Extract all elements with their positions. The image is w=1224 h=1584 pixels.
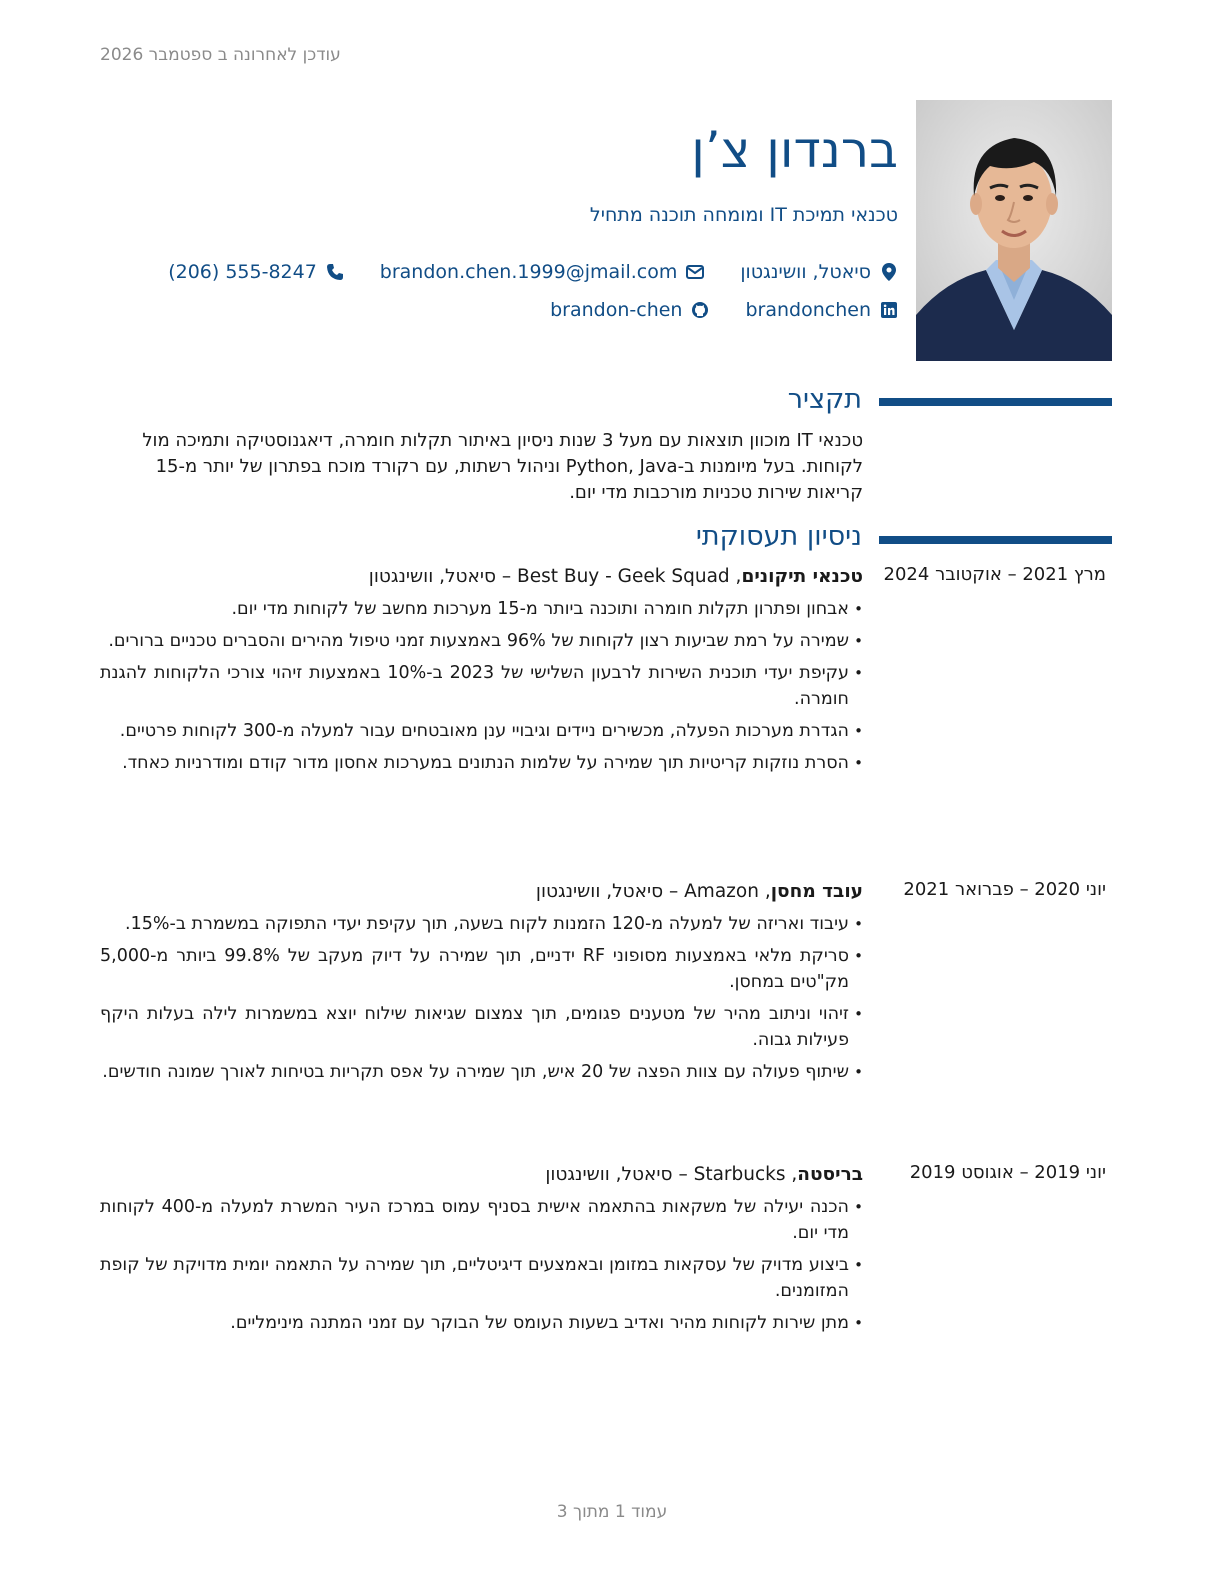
- job-bullet: • מתן שירות לקוחות מהיר ואדיב בשעות העומס של הבוקר עם זמני המתנה מינימליים.: [100, 1310, 863, 1336]
- page-number: עמוד 1 מתוך 3: [556, 1502, 668, 1522]
- contact-github[interactable]: [550, 299, 709, 321]
- last-updated-note: עודכן לאחרונה ב ספטמבר 2026: [100, 45, 341, 65]
- job-employer-location: , Starbucks – סיאטל, וושינגטון: [545, 1164, 798, 1185]
- job-bullet: • זיהוי וניתוב מהיר של מטענים פגומים, תוך צמצום שגיאות שילוח יוצא במשמרות לילה בעלות היקף פעילות גבוה.: [100, 1001, 863, 1053]
- job-dates: יוני 2019 – אוגוסט 2019: [909, 1162, 1106, 1183]
- job-header: [100, 879, 863, 905]
- job-dates: יוני 2020 – פברואר 2021: [903, 879, 1106, 900]
- contact-linkedin[interactable]: [745, 299, 898, 321]
- job-content: [100, 879, 863, 1091]
- contact-row-social: [550, 299, 898, 321]
- job-dates: מרץ 2021 – אוקטובר 2024: [883, 564, 1106, 585]
- contact-location: [740, 261, 898, 283]
- job-bullet: • הכנה יעילה של משקאות בהתאמה אישית בסניף עמוס במרכז העיר המשרת למעלה מ-400 לקוחות מדי יום.: [100, 1194, 863, 1246]
- job-header: [100, 1162, 863, 1188]
- summary-heading-bar: [879, 398, 1112, 406]
- job-bullets: [100, 1194, 863, 1336]
- job-bullet: • עיבוד ואריזה של למעלה מ-120 הזמנות לקוח בשעה, תוך עקיפת יעדי התפוקה במשמרת ב-15%.: [100, 911, 863, 937]
- job-bullet: • סריקת מלאי באמצעות מסופוני RF ידניים, תוך שמירה על דיוק מעקב של 99.8% ביותר מ-5,000 מק"טים במחסן.: [100, 943, 863, 995]
- summary-text: טכנאי IT מוכוון תוצאות עם מעל 3 שנות ניסיון באיתור תקלות חומרה, דיאגנוסטיקה ותמיכה מול לקוחות. בעל מיומנות ב-Python, Java וניהול רשתות, עם רקורד מוכח בפתרון של יותר מ-15 קריאות שירות טכניות מורכבות מדי יום.: [142, 430, 863, 503]
- job-bullets: [100, 596, 863, 776]
- github-link[interactable]: brandon-chen: [550, 299, 683, 321]
- contact-phone[interactable]: [168, 261, 344, 283]
- job-employer-location: , Best Buy - Geek Squad – סיאטל, וושינגטון: [368, 566, 742, 587]
- job-bullet: • אבחון ופתרון תקלות חומרה ותוכנה ביותר מ-15 מערכות מחשב של לקוחות מדי יום.: [100, 596, 863, 622]
- job-bullet: • שיתוף פעולה עם צוות הפצה של 20 איש, תוך שמירה על אפס תקריות בטיחות לאורך שמונה חודשים.: [100, 1059, 863, 1085]
- summary-heading: תקציר: [787, 384, 862, 415]
- job-bullet: • שמירה על רמת שביעות רצון לקוחות של 96% באמצעות זמני טיפול מהירים והסברים טכניים ברורים.: [100, 628, 863, 654]
- phone-link[interactable]: (206) 555-8247: [168, 261, 317, 283]
- experience-heading: ניסיון תעסוקתי: [695, 521, 862, 552]
- job-header: [100, 564, 863, 590]
- experience-heading-bar: [879, 536, 1112, 544]
- job-title: טכנאי תיקונים: [741, 566, 863, 587]
- location-text: סיאטל, וושינגטון: [740, 261, 871, 283]
- email-link[interactable]: brandon.chen.1999@jmail.com: [379, 261, 678, 283]
- linkedin-link[interactable]: brandonchen: [745, 299, 871, 321]
- github-icon: [691, 301, 709, 319]
- job-content: [100, 1162, 863, 1342]
- candidate-headline: טכנאי תמיכת IT ומומחה תוכנה מתחיל: [589, 204, 898, 226]
- job-bullet: • הסרת נוזקות קריטיות תוך שמירה על שלמות הנתונים במערכות אחסון מדור קודם ומודרניות כאחד.: [100, 750, 863, 776]
- contact-email[interactable]: [380, 261, 705, 283]
- job-bullets: [100, 911, 863, 1085]
- profile-photo: [916, 100, 1112, 361]
- linkedin-icon: [880, 301, 898, 319]
- contact-row-primary: [168, 261, 898, 283]
- candidate-name: ברנדון צ’ן: [691, 121, 898, 179]
- job-title: בריסטה: [797, 1164, 863, 1185]
- map-pin-icon: [880, 263, 898, 281]
- job-bullet: • עקיפת יעדי תוכנית השירות לרבעון השלישי של 2023 ב-10% באמצעות זיהוי צורכי הלקוחות להגנת חומרה.: [100, 660, 863, 712]
- job-bullet: • ביצוע מדויק של עסקאות במזומן ובאמצעים דיגיטליים, תוך שמירה על התאמה יומית מדויקת של קופת המזומנים.: [100, 1252, 863, 1304]
- envelope-icon: [686, 263, 704, 281]
- job-title: עובד מחסן: [770, 881, 863, 902]
- phone-icon: [326, 263, 344, 281]
- job-content: [100, 564, 863, 782]
- job-bullet: • הגדרת מערכות הפעלה, מכשירים ניידים וגיבויי ענן מאובטחים עבור למעלה מ-300 לקוחות פרטיים.: [100, 718, 863, 744]
- job-employer-location: , Amazon – סיאטל, וושינגטון: [535, 881, 771, 902]
